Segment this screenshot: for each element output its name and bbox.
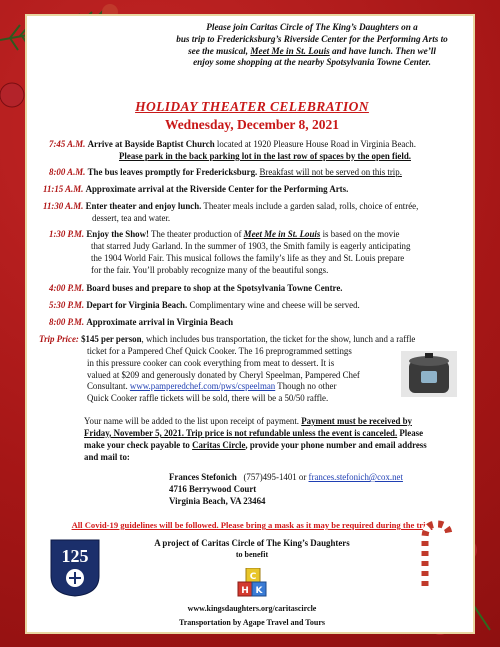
schedule-item: 11:30 A.M. Enter theater and enjoy lunch. Theater meals include a garden salad, rolls, choice of entrée, dessert, tea and water. [43,201,419,223]
schedule-item: 8:00 P.M. Approximate arrival in Virginia Beach [49,317,234,327]
transport-credit: Transportation by Agape Travel and Tours [178,617,326,627]
pampered-chef-link[interactable]: www.pamperedchef.com/pws/cspeelman [129,381,276,392]
schedule-item: 8:00 A.M. The bus leaves promptly for Fredericksburg. Breakfast will not be served on this trip. [49,167,402,177]
schedule-item: 5:30 P.M. Depart for Virginia Beach. Complimentary wine and cheese will be served. [49,300,360,310]
intro-line: bus trip to Fredericksburg’s Riverside Center for the Performing Arts to [176,33,448,44]
footer-links [127,604,377,628]
intro-line: enjoy some shopping at the nearby Spotsylvania Towne Center. [193,57,431,68]
pressure-cooker-image [401,351,457,397]
event-date: Wednesday, December 8, 2021 [164,117,340,132]
intro-text [157,22,467,69]
flyer-card [25,14,475,634]
show-title: Meet Me in St. Louis [250,45,330,56]
mailing-address: Frances Stefonich (757)495-1401 or frances.stefonich@cox.net 4716 Berrywood Court Virginia Beach, VA 23464 [169,472,403,506]
email-link[interactable]: frances.stefonich@cox.net [308,472,403,482]
intro-line: see the musical, Meet Me in St. Louis and have lunch. Then we’ll [188,45,436,56]
schedule-item: 1:30 P.M. Enjoy the Show! The theater production of Meet Me in St. Louis is based on the movie that starred Judy Garland. In the summer of 1903, the Smith family is eagerly anticipating the 1904 World Fair. This musical follows the family’s life as they and St. Louis prepare for the fair. You’ll probably recognize many of the beautiful songs. [49,229,411,275]
candy-cane-decoration [415,520,455,590]
intro-line: Please join Caritas Circle of The King’s Daughters on a [206,22,418,32]
chkd-blocks-logo [237,568,271,598]
project-credit: A project of Caritas Circle of The King’s Daughters to benefit [154,538,350,559]
trip-price-section: Trip Price: $145 per person, which includes bus transportation, the ticket for the show, lunch and a raffle ticket for a Pampered Chef Quick Cooker. The 16 preprogrammed settings in this pressure cooker can cook everything from meat to dessert. It is valued at $209 and generously donated by Cheryl Speelman, Pampered Chef Consultant. www.pamperedchef.com/pws/cspeelman Though no other Quick Cooker raffle tickets will be sold, there will be a 50/50 raffle. [39,334,416,404]
schedule-item: 4:00 P.M. Board buses and prepare to shop at the Spotsylvania Towne Centre. [49,283,343,293]
block-letter-h: H [241,586,249,596]
website-text: www.kingsdaughters.org/caritascircle [187,604,317,613]
schedule-item: 7:45 A.M. Arrive at Bayside Baptist Church located at 1920 Pleasure House Road in Virginia Beach. Please park in the back parking lot in the last row of spaces by the open field. [49,139,416,161]
block-letter-c: C [249,572,257,582]
kings-daughters-125-logo [47,536,103,598]
block-letter-k: K [255,586,263,596]
event-title: HOLIDAY THEATER CELEBRATION [135,99,369,114]
payment-info: Your name will be added to the list upon receipt of payment. Payment must be received by Friday, November 5, 2021. Trip price is not refundable unless the event is canceled. Please make your check payable to Caritas Circle, provide your phone number and email address and mail to: [84,416,427,462]
schedule-item: 11:15 A.M. Approximate arrival at the Riverside Center for the Performing Arts. [43,184,349,194]
covid-notice: All Covid-19 guidelines will be followed. Please bring a mask as it may be required during the trip. [71,520,433,530]
anniversary-number: 125 [61,546,89,566]
ornament-icon [0,83,24,107]
